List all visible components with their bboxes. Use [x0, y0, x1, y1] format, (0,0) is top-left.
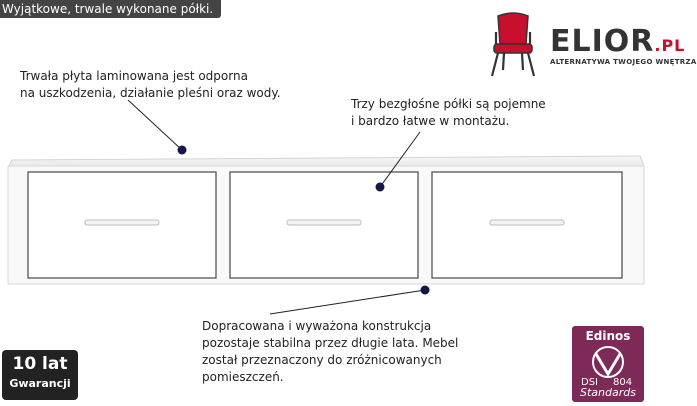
warranty-label: Gwarancji — [9, 377, 71, 390]
callout-line: Dopracowana i wyważona konstrukcja — [202, 319, 432, 333]
marker-dot — [421, 286, 430, 295]
callout-line: Trzy bezgłośne półki są pojemne — [351, 97, 546, 111]
callout-line: i bardzo łatwe w montażu. — [351, 114, 510, 128]
callout-line: Trwała płyta laminowana jest odporna — [20, 69, 248, 83]
edinos-code-left: DSI — [581, 377, 598, 388]
edinos-code-right: 804 — [613, 377, 633, 388]
callout-line: został przeznaczony do zróżnicowanych — [202, 353, 442, 367]
header-title: Wyjątkowe, trwale wykonane półki. — [0, 0, 221, 18]
marker-dot — [376, 183, 385, 192]
brand-tagline: ALTERNATYWA TWOJEGO WNĘTRZA — [550, 58, 697, 66]
brand-name-text: ELIOR — [550, 24, 655, 59]
callout-line: pomieszczeń. — [202, 370, 284, 384]
marker-dot — [178, 146, 187, 155]
certification-emblem-icon — [578, 344, 638, 388]
callout-line: na uszkodzenia, działanie pleśni oraz wody. — [20, 86, 281, 100]
brand-domain: .PL — [654, 36, 686, 55]
callout-line: pozostaje stabilna przez długie lata. Mebel — [202, 336, 459, 350]
edinos-name: Edinos — [585, 329, 631, 343]
edinos-badge — [572, 326, 644, 402]
edinos-standards: Standards — [580, 386, 636, 399]
warranty-badge — [2, 350, 78, 400]
warranty-years: 10 lat — [12, 354, 68, 374]
